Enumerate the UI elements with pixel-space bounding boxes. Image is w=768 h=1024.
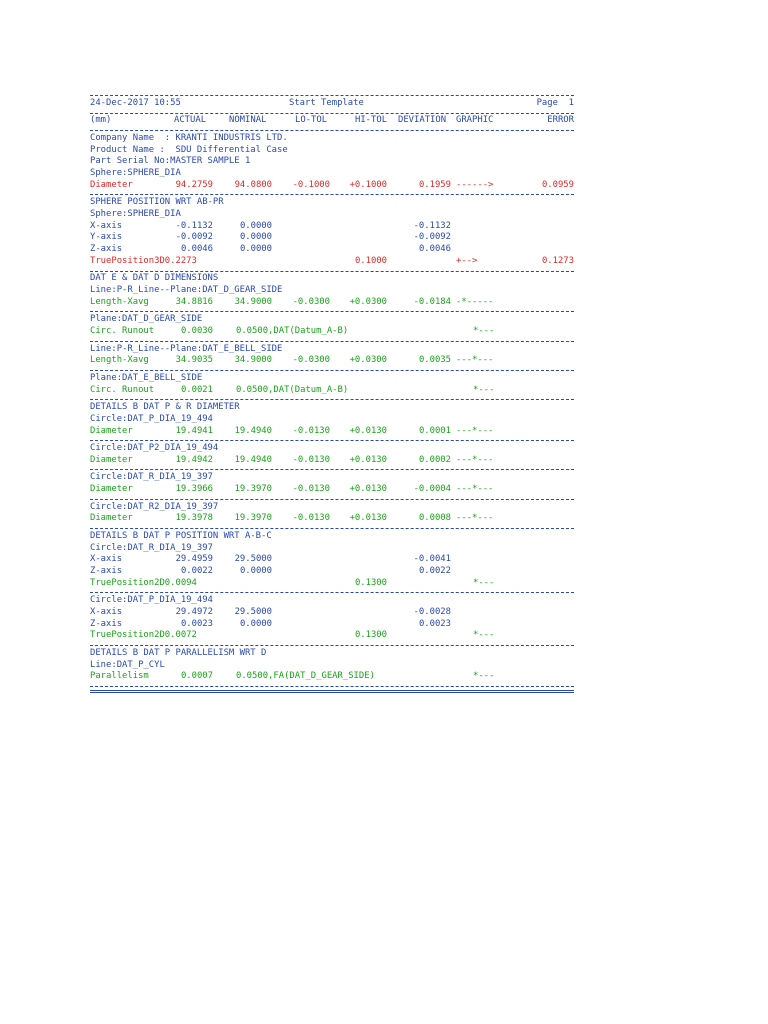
feature-label: Z-axis bbox=[90, 618, 123, 629]
report-text: Circle:DAT_P2_DIA_19_494 bbox=[90, 443, 219, 454]
report-text: Sphere:SPHERE_DIA bbox=[90, 209, 181, 220]
double-divider bbox=[90, 689, 574, 695]
column-header: HI-TOL bbox=[355, 115, 388, 126]
measurement-row bbox=[90, 671, 574, 683]
measurement-row bbox=[90, 244, 574, 256]
deviation-value: 0.0001 bbox=[418, 425, 451, 436]
measurement-row bbox=[90, 455, 574, 467]
lo-tol-value: -0.0300 bbox=[292, 355, 330, 366]
report-text: Line:P-R_Line--Plane:DAT_E_BELL_SIDE bbox=[90, 343, 283, 354]
measurement-row bbox=[90, 221, 574, 233]
report-text-line bbox=[90, 443, 574, 455]
report-text-line bbox=[90, 414, 574, 426]
actual-value: 29.4972 bbox=[175, 606, 213, 617]
column-header: ACTUAL bbox=[174, 115, 207, 126]
lo-tol-value: -0.0130 bbox=[292, 454, 330, 465]
report-text: Circle:DAT_R2_DIA_19_397 bbox=[90, 501, 219, 512]
report-text-line bbox=[90, 145, 574, 157]
report-text-line bbox=[90, 209, 574, 221]
graphic-indicator: *--- bbox=[473, 671, 495, 682]
report-text: Company Name : KRANTI INDUSTRIS LTD. bbox=[90, 133, 288, 144]
feature-label: TruePosition2D0.0094 bbox=[90, 577, 197, 588]
deviation-value: -0.1132 bbox=[413, 220, 451, 231]
feature-label: Diameter bbox=[90, 484, 133, 495]
report-text-line bbox=[90, 133, 574, 145]
feature-label: Circ. Runout bbox=[90, 384, 155, 395]
report-text: Part Serial No:MASTER SAMPLE 1 bbox=[90, 156, 251, 167]
deviation-value: -0.0041 bbox=[413, 554, 451, 565]
feature-label: X-axis bbox=[90, 220, 123, 231]
deviation-value: 0.0046 bbox=[418, 244, 451, 255]
measurement-row bbox=[90, 513, 574, 525]
report-text: DETAILS B DAT P POSITION WRT A-B-C bbox=[90, 530, 272, 541]
actual-value: 19.4942 bbox=[175, 454, 213, 465]
report-text-line bbox=[90, 531, 574, 543]
report-text-line bbox=[90, 543, 574, 555]
measurement-row bbox=[90, 619, 574, 631]
report-text: Sphere:SPHERE_DIA bbox=[90, 168, 181, 179]
feature-label: X-axis bbox=[90, 554, 123, 565]
nominal-value: 0.0000 bbox=[239, 244, 272, 255]
measurement-row bbox=[90, 630, 574, 642]
feature-label: Diameter bbox=[90, 425, 133, 436]
measurement-row bbox=[90, 326, 574, 338]
feature-label: Y-axis bbox=[90, 232, 123, 243]
measurement-row bbox=[90, 385, 574, 397]
feature-label: TruePosition2D0.0072 bbox=[90, 630, 197, 641]
actual-value: 0.0030 bbox=[180, 326, 213, 337]
report-text: DETAILS B DAT P PARALLELISM WRT D bbox=[90, 647, 267, 658]
nominal-value: 29.5000 bbox=[234, 554, 272, 565]
graphic-indicator: *--- bbox=[473, 630, 495, 641]
measurement-row bbox=[90, 180, 574, 192]
actual-value: 0.0021 bbox=[180, 384, 213, 395]
nominal-value: 0.0000 bbox=[239, 232, 272, 243]
feature-label: Length-Xavg bbox=[90, 355, 149, 366]
graphic-indicator: ---*--- bbox=[456, 425, 494, 436]
actual-value: -0.1132 bbox=[175, 220, 213, 231]
error-value: 0.0959 bbox=[541, 179, 574, 190]
column-header: DEVIATION bbox=[398, 115, 447, 126]
deviation-value: -0.0028 bbox=[413, 606, 451, 617]
report-text-line bbox=[90, 285, 574, 297]
actual-value: 19.3978 bbox=[175, 513, 213, 524]
nominal-value: 34.9000 bbox=[234, 355, 272, 366]
feature-label: Circ. Runout bbox=[90, 326, 155, 337]
graphic-indicator: -*----- bbox=[456, 296, 494, 307]
nominal-value: 19.4940 bbox=[234, 425, 272, 436]
measurement-row bbox=[90, 426, 574, 438]
report-text-line bbox=[90, 472, 574, 484]
hi-tol-value: +0.0130 bbox=[349, 513, 387, 524]
measurement-row bbox=[90, 297, 574, 309]
lo-tol-value: -0.0130 bbox=[292, 484, 330, 495]
measurement-row bbox=[90, 554, 574, 566]
nominal-value: 0.0000 bbox=[239, 565, 272, 576]
deviation-value: 0.0035 bbox=[418, 355, 451, 366]
column-header: (mm) bbox=[90, 115, 112, 126]
actual-value: 34.9035 bbox=[175, 355, 213, 366]
report-text-line bbox=[90, 344, 574, 356]
graphic-indicator: ---*--- bbox=[456, 454, 494, 465]
actual-value: 0.0007 bbox=[180, 671, 213, 682]
deviation-value: 0.0002 bbox=[418, 454, 451, 465]
page-number: Page 1 bbox=[536, 97, 574, 108]
nominal-value: 19.3970 bbox=[234, 484, 272, 495]
nominal-value: 0.0000 bbox=[239, 220, 272, 231]
actual-value: 34.8816 bbox=[175, 296, 213, 307]
hi-tol-value: +0.0300 bbox=[349, 296, 387, 307]
measurement-row bbox=[90, 355, 574, 367]
lo-tol-value: 0.1300 bbox=[354, 630, 387, 641]
nominal-value: 94.0800 bbox=[234, 179, 272, 190]
graphic-indicator: *--- bbox=[473, 326, 495, 337]
deviation-value: -0.0184 bbox=[413, 296, 451, 307]
measurement-row bbox=[90, 578, 574, 590]
feature-label: Z-axis bbox=[90, 565, 123, 576]
report-text: DETAILS B DAT P & R DIAMETER bbox=[90, 402, 240, 413]
graphic-indicator: *--- bbox=[473, 577, 495, 588]
hi-tol-value: +0.0130 bbox=[349, 425, 387, 436]
deviation-value: 0.0022 bbox=[418, 565, 451, 576]
report-text-line bbox=[90, 314, 574, 326]
report-text-line bbox=[90, 648, 574, 660]
error-value: 0.1273 bbox=[541, 255, 574, 266]
nominal-value: 0.0500,FA(DAT_D_GEAR_SIDE) bbox=[236, 671, 375, 682]
graphic-indicator: ---*--- bbox=[456, 513, 494, 524]
report-text: DAT E & DAT D DIMENSIONS bbox=[90, 273, 219, 284]
nominal-value: 0.0500,DAT(Datum_A-B) bbox=[236, 384, 349, 395]
report-text: Product Name : SDU Differential Case bbox=[90, 144, 288, 155]
feature-label: Length-Xavg bbox=[90, 296, 149, 307]
report-text: Circle:DAT_R_DIA_19_397 bbox=[90, 472, 213, 483]
report-text-line bbox=[90, 660, 574, 672]
feature-label: Diameter bbox=[90, 179, 133, 190]
deviation-value: 0.0008 bbox=[418, 513, 451, 524]
report-timestamp: 24-Dec-2017 10:55 bbox=[90, 97, 181, 108]
actual-value: -0.0092 bbox=[175, 232, 213, 243]
graphic-indicator: +--> bbox=[456, 255, 478, 266]
graphic-indicator: ---*--- bbox=[456, 355, 494, 366]
measurement-row bbox=[90, 256, 574, 268]
nominal-value: 34.9000 bbox=[234, 296, 272, 307]
inspection-report bbox=[90, 92, 574, 695]
feature-label: Parallelism bbox=[90, 671, 149, 682]
report-text: Circle:DAT_P_DIA_19_494 bbox=[90, 413, 213, 424]
column-header: ERROR bbox=[547, 115, 574, 126]
column-header: GRAPHIC bbox=[456, 115, 494, 126]
feature-label: X-axis bbox=[90, 606, 123, 617]
lo-tol-value: -0.0130 bbox=[292, 513, 330, 524]
report-text: Plane:DAT_D_GEAR_SIDE bbox=[90, 314, 203, 325]
report-text: Circle:DAT_P_DIA_19_494 bbox=[90, 595, 213, 606]
actual-value: 19.3966 bbox=[175, 484, 213, 495]
report-text: Plane:DAT_E_BELL_SIDE bbox=[90, 372, 203, 383]
lo-tol-value: -0.1000 bbox=[292, 179, 330, 190]
graphic-indicator: *--- bbox=[473, 384, 495, 395]
nominal-value: 0.0000 bbox=[239, 618, 272, 629]
report-text: Circle:DAT_R_DIA_19_397 bbox=[90, 542, 213, 553]
report-text-line bbox=[90, 197, 574, 209]
report-header bbox=[90, 98, 574, 110]
report-text-line bbox=[90, 273, 574, 285]
measurement-row bbox=[90, 607, 574, 619]
column-headers bbox=[90, 115, 574, 127]
deviation-value: -0.0004 bbox=[413, 484, 451, 495]
report-text-line bbox=[90, 168, 574, 180]
report-text: SPHERE POSITION WRT AB-PR bbox=[90, 197, 224, 208]
measurement-row bbox=[90, 566, 574, 578]
nominal-value: 0.0500,DAT(Datum_A-B) bbox=[236, 326, 349, 337]
column-header: NOMINAL bbox=[229, 115, 267, 126]
actual-value: 0.0022 bbox=[180, 565, 213, 576]
report-text: Line:P-R_Line--Plane:DAT_D_GEAR_SIDE bbox=[90, 285, 283, 296]
feature-label: Diameter bbox=[90, 513, 133, 524]
actual-value: 94.2759 bbox=[175, 179, 213, 190]
graphic-indicator: ---*--- bbox=[456, 484, 494, 495]
feature-label: TruePosition3D0.2273 bbox=[90, 255, 197, 266]
nominal-value: 29.5000 bbox=[234, 606, 272, 617]
deviation-value: -0.0092 bbox=[413, 232, 451, 243]
graphic-indicator: ------> bbox=[456, 179, 494, 190]
report-text-line bbox=[90, 373, 574, 385]
deviation-value: 0.0023 bbox=[418, 618, 451, 629]
nominal-value: 19.3970 bbox=[234, 513, 272, 524]
lo-tol-value: -0.0300 bbox=[292, 296, 330, 307]
hi-tol-value: +0.0300 bbox=[349, 355, 387, 366]
hi-tol-value: +0.0130 bbox=[349, 484, 387, 495]
actual-value: 0.0023 bbox=[180, 618, 213, 629]
report-text-line bbox=[90, 402, 574, 414]
lo-tol-value: -0.0130 bbox=[292, 425, 330, 436]
feature-label: Z-axis bbox=[90, 244, 123, 255]
report-text-line bbox=[90, 595, 574, 607]
report-text: Line:DAT_P_CYL bbox=[90, 659, 165, 670]
hi-tol-value: +0.0130 bbox=[349, 454, 387, 465]
report-text-line bbox=[90, 502, 574, 514]
lo-tol-value: 0.1300 bbox=[354, 577, 387, 588]
actual-value: 19.4941 bbox=[175, 425, 213, 436]
report-title: Start Template bbox=[289, 97, 364, 108]
deviation-value: 0.1959 bbox=[418, 179, 451, 190]
actual-value: 29.4959 bbox=[175, 554, 213, 565]
column-header: LO-TOL bbox=[295, 115, 328, 126]
measurement-row bbox=[90, 484, 574, 496]
nominal-value: 19.4940 bbox=[234, 454, 272, 465]
actual-value: 0.0046 bbox=[180, 244, 213, 255]
feature-label: Diameter bbox=[90, 454, 133, 465]
hi-tol-value: +0.1000 bbox=[349, 179, 387, 190]
lo-tol-value: 0.1000 bbox=[354, 255, 387, 266]
measurement-row bbox=[90, 232, 574, 244]
report-text-line bbox=[90, 156, 574, 168]
